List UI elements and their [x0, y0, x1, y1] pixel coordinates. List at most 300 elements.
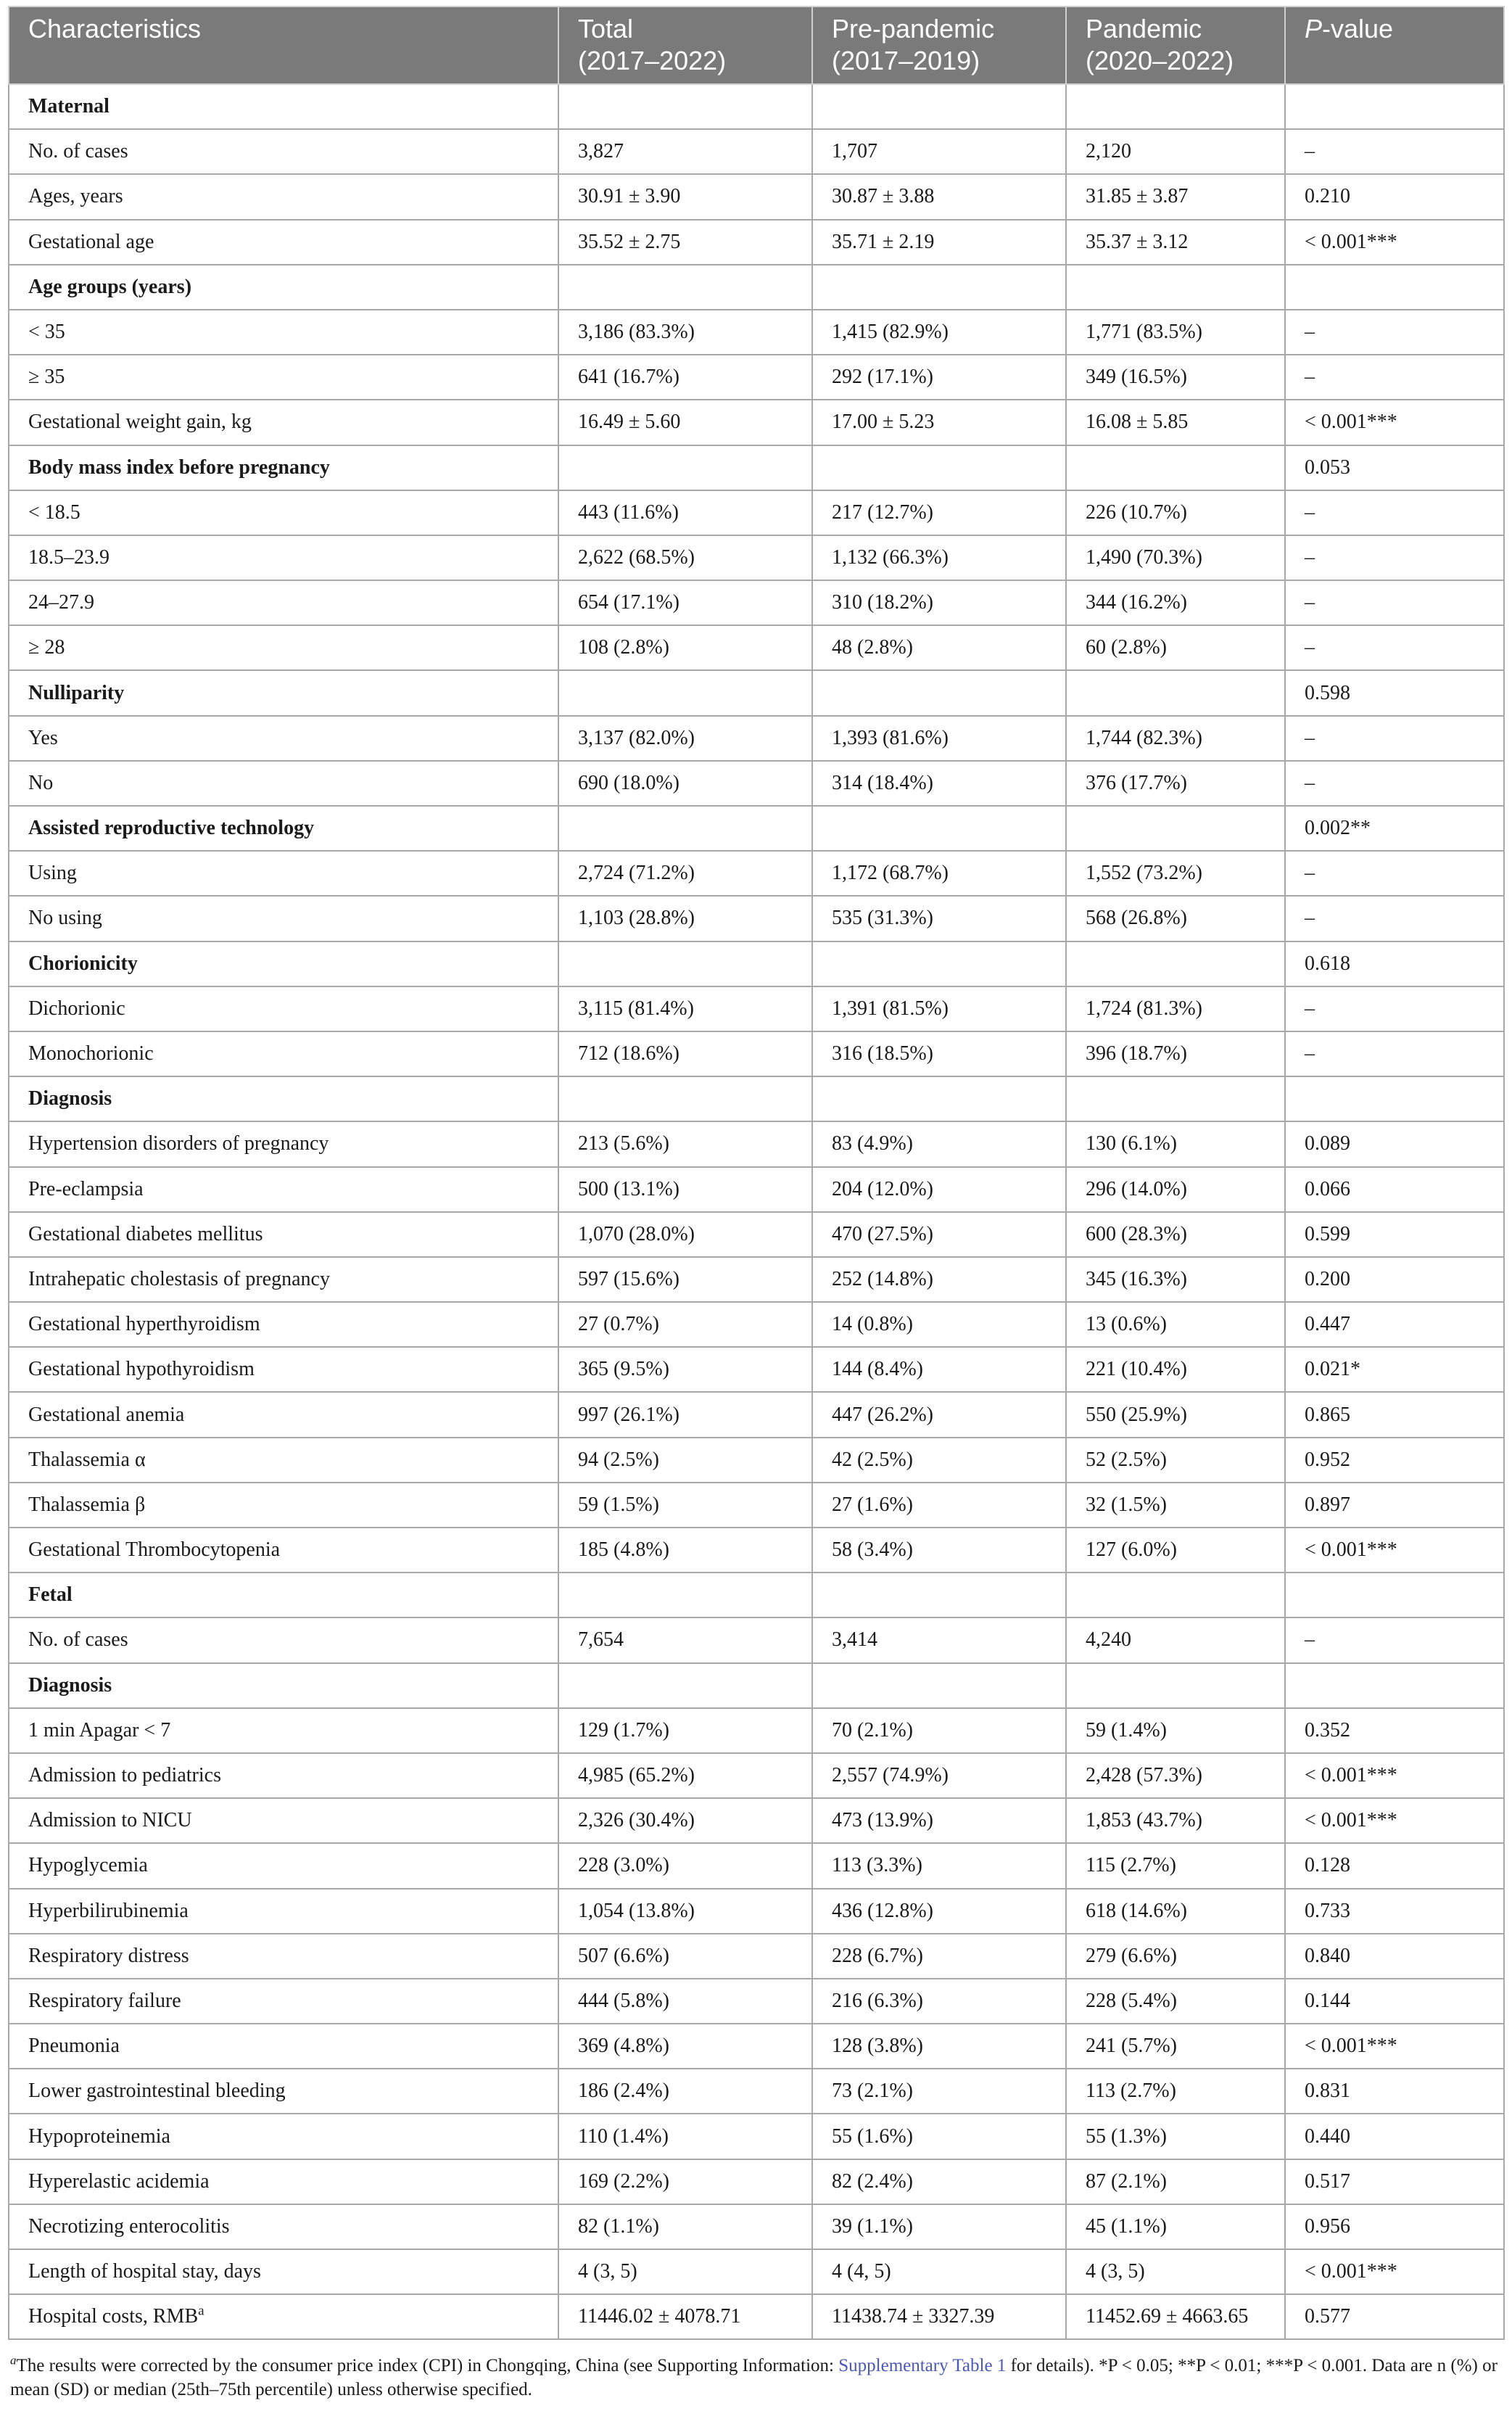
- p-value-cell: –: [1285, 986, 1504, 1031]
- table-row: [9, 1843, 1504, 1888]
- pandemic-cell: 115 (2.7%): [1066, 1843, 1285, 1888]
- pre-pandemic-cell: 30.87 ± 3.88: [812, 174, 1066, 219]
- characteristic-cell: Hypertension disorders of pregnancy: [9, 1121, 558, 1166]
- characteristic-cell: Gestational age: [9, 220, 558, 265]
- pandemic-cell: 1,771 (83.5%): [1066, 310, 1285, 355]
- p-value-cell: 0.440: [1285, 2114, 1504, 2159]
- table-row: [9, 2159, 1504, 2204]
- pandemic-cell: 618 (14.6%): [1066, 1889, 1285, 1934]
- table-row: [9, 1167, 1504, 1212]
- header-label: Characteristics: [28, 14, 202, 44]
- characteristic-cell: Using: [9, 851, 558, 896]
- table-row: [9, 1934, 1504, 1979]
- pandemic-cell: 31.85 ± 3.87: [1066, 174, 1285, 219]
- pre-pandemic-cell: [812, 670, 1066, 715]
- pre-pandemic-cell: 82 (2.4%): [812, 2159, 1066, 2204]
- table-body: [9, 84, 1504, 2339]
- pre-pandemic-cell: 252 (14.8%): [812, 1257, 1066, 1302]
- characteristic-cell: Monochorionic: [9, 1031, 558, 1076]
- pandemic-cell: 32 (1.5%): [1066, 1483, 1285, 1528]
- total-cell: [558, 941, 812, 986]
- characteristic-cell: Hyperbilirubinemia: [9, 1889, 558, 1934]
- table-row: [9, 761, 1504, 806]
- header-sublabel: (2020–2022): [1086, 46, 1234, 75]
- pre-pandemic-cell: [812, 84, 1066, 129]
- characteristic-cell: Lower gastrointestinal bleeding: [9, 2069, 558, 2114]
- total-cell: 110 (1.4%): [558, 2114, 812, 2159]
- p-value-cell: 0.053: [1285, 445, 1504, 490]
- total-cell: 2,622 (68.5%): [558, 535, 812, 580]
- table-row: [9, 1302, 1504, 1347]
- pandemic-cell: [1066, 670, 1285, 715]
- pandemic-cell: [1066, 265, 1285, 310]
- p-value-cell: 0.066: [1285, 1167, 1504, 1212]
- pre-pandemic-cell: 436 (12.8%): [812, 1889, 1066, 1934]
- table-row: [9, 220, 1504, 265]
- characteristic-cell: 1 min Apagar < 7: [9, 1708, 558, 1753]
- pre-pandemic-cell: 1,707: [812, 129, 1066, 174]
- footnote-text: The results were corrected by the consumer price index (CPI) in Chongqing, China (see Supporting Information:: [16, 2356, 839, 2375]
- pandemic-cell: 1,552 (73.2%): [1066, 851, 1285, 896]
- table-row: [9, 1753, 1504, 1798]
- pre-pandemic-cell: [812, 806, 1066, 851]
- header-label: -value: [1322, 14, 1394, 44]
- total-cell: 27 (0.7%): [558, 1302, 812, 1347]
- pandemic-cell: 396 (18.7%): [1066, 1031, 1285, 1076]
- total-cell: 507 (6.6%): [558, 1934, 812, 1979]
- table-section-row: [9, 1663, 1504, 1708]
- pre-pandemic-cell: 447 (26.2%): [812, 1392, 1066, 1437]
- total-cell: 1,070 (28.0%): [558, 1212, 812, 1257]
- pre-pandemic-cell: 70 (2.1%): [812, 1708, 1066, 1753]
- pre-pandemic-cell: 1,393 (81.6%): [812, 716, 1066, 761]
- p-value-cell: –: [1285, 851, 1504, 896]
- pandemic-cell: 55 (1.3%): [1066, 2114, 1285, 2159]
- total-cell: 108 (2.8%): [558, 625, 812, 670]
- p-value-cell: –: [1285, 625, 1504, 670]
- table-row: [9, 1392, 1504, 1437]
- total-cell: 169 (2.2%): [558, 2159, 812, 2204]
- total-cell: 186 (2.4%): [558, 2069, 812, 2114]
- table-row: [9, 310, 1504, 355]
- p-value-cell: 0.618: [1285, 941, 1504, 986]
- pandemic-cell: 60 (2.8%): [1066, 625, 1285, 670]
- characteristic-cell: ≥ 35: [9, 355, 558, 400]
- p-value-cell: –: [1285, 355, 1504, 400]
- total-cell: [558, 84, 812, 129]
- footnote-text-continued: for details). *P < 0.05; **P < 0.01; ***P < 0.001. Data are n (%) or mean (SD) or median (25th–75th percentile) unless otherwise specified.: [10, 2356, 1497, 2399]
- pandemic-cell: 52 (2.5%): [1066, 1438, 1285, 1483]
- pandemic-cell: [1066, 941, 1285, 986]
- table-row: [9, 490, 1504, 535]
- characteristic-cell: Hypoglycemia: [9, 1843, 558, 1888]
- header-sublabel: (2017–2022): [578, 46, 727, 75]
- header-label: Total: [578, 14, 634, 44]
- total-cell: 3,186 (83.3%): [558, 310, 812, 355]
- table-section-row: [9, 84, 1504, 129]
- table-row: [9, 355, 1504, 400]
- characteristics-table: [8, 6, 1505, 2340]
- table-row: [9, 1347, 1504, 1392]
- pre-pandemic-cell: 4 (4, 5): [812, 2249, 1066, 2294]
- pandemic-cell: 349 (16.5%): [1066, 355, 1285, 400]
- pandemic-cell: 130 (6.1%): [1066, 1121, 1285, 1166]
- total-cell: 1,103 (28.8%): [558, 896, 812, 941]
- pre-pandemic-cell: 128 (3.8%): [812, 2024, 1066, 2069]
- pre-pandemic-cell: 470 (27.5%): [812, 1212, 1066, 1257]
- pre-pandemic-cell: 1,391 (81.5%): [812, 986, 1066, 1031]
- header-total: [558, 7, 812, 84]
- pre-pandemic-cell: 316 (18.5%): [812, 1031, 1066, 1076]
- pandemic-cell: 1,490 (70.3%): [1066, 535, 1285, 580]
- pre-pandemic-cell: [812, 941, 1066, 986]
- p-value-cell: [1285, 265, 1504, 310]
- table-section-row: [9, 265, 1504, 310]
- p-value-cell: –: [1285, 896, 1504, 941]
- p-value-cell: 0.577: [1285, 2294, 1504, 2339]
- pre-pandemic-cell: 217 (12.7%): [812, 490, 1066, 535]
- total-cell: 365 (9.5%): [558, 1347, 812, 1392]
- table-row: [9, 1438, 1504, 1483]
- pre-pandemic-cell: [812, 1573, 1066, 1617]
- pandemic-cell: 35.37 ± 3.12: [1066, 220, 1285, 265]
- characteristic-cell: 24–27.9: [9, 580, 558, 625]
- total-cell: 997 (26.1%): [558, 1392, 812, 1437]
- pre-pandemic-cell: 11438.74 ± 3327.39: [812, 2294, 1066, 2339]
- table-row: [9, 1708, 1504, 1753]
- characteristic-cell: Intrahepatic cholestasis of pregnancy: [9, 1257, 558, 1302]
- total-cell: [558, 445, 812, 490]
- p-value-cell: 0.352: [1285, 1708, 1504, 1753]
- pre-pandemic-cell: 39 (1.1%): [812, 2204, 1066, 2249]
- characteristic-cell: Dichorionic: [9, 986, 558, 1031]
- total-cell: 213 (5.6%): [558, 1121, 812, 1166]
- table-row: [9, 1889, 1504, 1934]
- p-value-cell: –: [1285, 129, 1504, 174]
- characteristic-cell: Gestational diabetes mellitus: [9, 1212, 558, 1257]
- header-sublabel: (2017–2019): [832, 46, 980, 75]
- pandemic-cell: 4 (3, 5): [1066, 2249, 1285, 2294]
- p-value-cell: [1285, 84, 1504, 129]
- total-cell: [558, 670, 812, 715]
- pandemic-cell: 550 (25.9%): [1066, 1392, 1285, 1437]
- p-value-cell: 0.517: [1285, 2159, 1504, 2204]
- total-cell: 654 (17.1%): [558, 580, 812, 625]
- total-cell: 129 (1.7%): [558, 1708, 812, 1753]
- table-section-row: [9, 1076, 1504, 1121]
- total-cell: 597 (15.6%): [558, 1257, 812, 1302]
- pandemic-cell: 16.08 ± 5.85: [1066, 400, 1285, 445]
- p-value-cell: –: [1285, 1031, 1504, 1076]
- characteristic-cell: Gestational hypothyroidism: [9, 1347, 558, 1392]
- pandemic-cell: 87 (2.1%): [1066, 2159, 1285, 2204]
- pandemic-cell: [1066, 1573, 1285, 1617]
- pandemic-cell: 226 (10.7%): [1066, 490, 1285, 535]
- total-cell: 11446.02 ± 4078.71: [558, 2294, 812, 2339]
- table-row: [9, 1121, 1504, 1166]
- total-cell: 444 (5.8%): [558, 1979, 812, 2024]
- characteristic-cell: Thalassemia β: [9, 1483, 558, 1528]
- pre-pandemic-cell: [812, 1076, 1066, 1121]
- pandemic-cell: 345 (16.3%): [1066, 1257, 1285, 1302]
- total-cell: 59 (1.5%): [558, 1483, 812, 1528]
- total-cell: 4 (3, 5): [558, 2249, 812, 2294]
- table-row: [9, 896, 1504, 941]
- p-value-cell: < 0.001***: [1285, 220, 1504, 265]
- pre-pandemic-cell: 1,415 (82.9%): [812, 310, 1066, 355]
- p-value-cell: –: [1285, 535, 1504, 580]
- characteristic-cell: Ages, years: [9, 174, 558, 219]
- characteristic-cell: < 35: [9, 310, 558, 355]
- pandemic-cell: 1,724 (81.3%): [1066, 986, 1285, 1031]
- pandemic-cell: [1066, 806, 1285, 851]
- pre-pandemic-cell: 535 (31.3%): [812, 896, 1066, 941]
- total-cell: [558, 1076, 812, 1121]
- header-pre-pandemic: [812, 7, 1066, 84]
- table-row: [9, 2249, 1504, 2294]
- characteristic-cell: Chorionicity: [9, 941, 558, 986]
- table-section-row: [9, 1573, 1504, 1617]
- characteristic-cell: Pre-eclampsia: [9, 1167, 558, 1212]
- table-row: [9, 1483, 1504, 1528]
- p-value-cell: 0.599: [1285, 1212, 1504, 1257]
- characteristic-cell: < 18.5: [9, 490, 558, 535]
- total-cell: 4,985 (65.2%): [558, 1753, 812, 1798]
- table-row: [9, 986, 1504, 1031]
- table-row: [9, 2204, 1504, 2249]
- table-row: [9, 2069, 1504, 2114]
- characteristic-cell: Length of hospital stay, days: [9, 2249, 558, 2294]
- pandemic-cell: 4,240: [1066, 1617, 1285, 1662]
- characteristic-cell: Hyperelastic acidemia: [9, 2159, 558, 2204]
- pre-pandemic-cell: 1,172 (68.7%): [812, 851, 1066, 896]
- p-value-cell: 0.897: [1285, 1483, 1504, 1528]
- pre-pandemic-cell: 204 (12.0%): [812, 1167, 1066, 1212]
- p-value-cell: 0.733: [1285, 1889, 1504, 1934]
- characteristic-cell: Necrotizing enterocolitis: [9, 2204, 558, 2249]
- characteristic-cell: Hypoproteinemia: [9, 2114, 558, 2159]
- total-cell: [558, 806, 812, 851]
- pre-pandemic-cell: 310 (18.2%): [812, 580, 1066, 625]
- total-cell: 641 (16.7%): [558, 355, 812, 400]
- pre-pandemic-cell: 3,414: [812, 1617, 1066, 1662]
- characteristic-cell: Gestational weight gain, kg: [9, 400, 558, 445]
- table-row: [9, 1798, 1504, 1843]
- table-section-row: [9, 670, 1504, 715]
- pandemic-cell: 279 (6.6%): [1066, 1934, 1285, 1979]
- pandemic-cell: 113 (2.7%): [1066, 2069, 1285, 2114]
- pre-pandemic-cell: 58 (3.4%): [812, 1528, 1066, 1573]
- pre-pandemic-cell: 73 (2.1%): [812, 2069, 1066, 2114]
- characteristic-cell: 18.5–23.9: [9, 535, 558, 580]
- table-row: [9, 625, 1504, 670]
- table-row: [9, 2294, 1504, 2339]
- pre-pandemic-cell: [812, 445, 1066, 490]
- pandemic-cell: 228 (5.4%): [1066, 1979, 1285, 2024]
- p-value-cell: [1285, 1573, 1504, 1617]
- total-cell: 2,326 (30.4%): [558, 1798, 812, 1843]
- p-value-cell: 0.144: [1285, 1979, 1504, 2024]
- total-cell: 690 (18.0%): [558, 761, 812, 806]
- total-cell: 3,115 (81.4%): [558, 986, 812, 1031]
- characteristic-cell: Gestational Thrombocytopenia: [9, 1528, 558, 1573]
- characteristic-cell: No: [9, 761, 558, 806]
- table-row: [9, 129, 1504, 174]
- pre-pandemic-cell: 314 (18.4%): [812, 761, 1066, 806]
- table-row: [9, 716, 1504, 761]
- pre-pandemic-cell: [812, 265, 1066, 310]
- header-label: Pre-pandemic: [832, 14, 995, 44]
- pandemic-cell: 127 (6.0%): [1066, 1528, 1285, 1573]
- p-value-cell: 0.598: [1285, 670, 1504, 715]
- characteristic-cell: Age groups (years): [9, 265, 558, 310]
- p-value-cell: < 0.001***: [1285, 400, 1504, 445]
- characteristic-cell: No. of cases: [9, 129, 558, 174]
- pre-pandemic-cell: 14 (0.8%): [812, 1302, 1066, 1347]
- total-cell: 2,724 (71.2%): [558, 851, 812, 896]
- pandemic-cell: 296 (14.0%): [1066, 1167, 1285, 1212]
- pandemic-cell: [1066, 1076, 1285, 1121]
- p-value-cell: 0.865: [1285, 1392, 1504, 1437]
- header-label-italic: P: [1305, 14, 1323, 44]
- pandemic-cell: 221 (10.4%): [1066, 1347, 1285, 1392]
- characteristic-cell: Gestational anemia: [9, 1392, 558, 1437]
- p-value-cell: 0.089: [1285, 1121, 1504, 1166]
- total-cell: 443 (11.6%): [558, 490, 812, 535]
- pre-pandemic-cell: [812, 1663, 1066, 1708]
- pandemic-cell: [1066, 84, 1285, 129]
- total-cell: 1,054 (13.8%): [558, 1889, 812, 1934]
- characteristic-cell: Yes: [9, 716, 558, 761]
- total-cell: 35.52 ± 2.75: [558, 220, 812, 265]
- table-row: [9, 174, 1504, 219]
- pre-pandemic-cell: 35.71 ± 2.19: [812, 220, 1066, 265]
- characteristic-cell: Admission to NICU: [9, 1798, 558, 1843]
- total-cell: 7,654: [558, 1617, 812, 1662]
- total-cell: 94 (2.5%): [558, 1438, 812, 1483]
- table-row: [9, 2114, 1504, 2159]
- total-cell: [558, 1573, 812, 1617]
- table-row: [9, 1212, 1504, 1257]
- p-value-cell: –: [1285, 310, 1504, 355]
- p-value-cell: 0.200: [1285, 1257, 1504, 1302]
- supplementary-table-link[interactable]: Supplementary Table 1: [838, 2356, 1007, 2375]
- pandemic-cell: 13 (0.6%): [1066, 1302, 1285, 1347]
- characteristic-cell: Maternal: [9, 84, 558, 129]
- header-label: Pandemic: [1086, 14, 1202, 44]
- total-cell: 82 (1.1%): [558, 2204, 812, 2249]
- pre-pandemic-cell: 292 (17.1%): [812, 355, 1066, 400]
- p-value-cell: [1285, 1663, 1504, 1708]
- p-value-cell: 0.210: [1285, 174, 1504, 219]
- table-row: [9, 1617, 1504, 1662]
- pandemic-cell: [1066, 1663, 1285, 1708]
- characteristics-table-wrapper: [8, 6, 1503, 2340]
- table-section-row: [9, 941, 1504, 986]
- characteristic-cell: Hospital costs, RMB$^a$: [9, 2294, 558, 2339]
- total-cell: [558, 265, 812, 310]
- pandemic-cell: 1,853 (43.7%): [1066, 1798, 1285, 1843]
- total-cell: 185 (4.8%): [558, 1528, 812, 1573]
- pandemic-cell: 344 (16.2%): [1066, 580, 1285, 625]
- table-section-row: [9, 806, 1504, 851]
- p-value-cell: –: [1285, 490, 1504, 535]
- characteristic-cell: No. of cases: [9, 1617, 558, 1662]
- p-value-cell: 0.447: [1285, 1302, 1504, 1347]
- total-cell: 500 (13.1%): [558, 1167, 812, 1212]
- pandemic-cell: 45 (1.1%): [1066, 2204, 1285, 2249]
- header-characteristics: [9, 7, 558, 84]
- pandemic-cell: 600 (28.3%): [1066, 1212, 1285, 1257]
- table-footnote: [10, 2354, 1504, 2402]
- p-value-cell: –: [1285, 761, 1504, 806]
- table-row: [9, 580, 1504, 625]
- table-row: [9, 1979, 1504, 2024]
- pre-pandemic-cell: 216 (6.3%): [812, 1979, 1066, 2024]
- p-value-cell: –: [1285, 580, 1504, 625]
- table-row: [9, 400, 1504, 445]
- total-cell: 369 (4.8%): [558, 2024, 812, 2069]
- pre-pandemic-cell: 42 (2.5%): [812, 1438, 1066, 1483]
- p-value-cell: < 0.001***: [1285, 2024, 1504, 2069]
- table-row: [9, 2024, 1504, 2069]
- table-row: [9, 1528, 1504, 1573]
- pre-pandemic-cell: 17.00 ± 5.23: [812, 400, 1066, 445]
- pre-pandemic-cell: 2,557 (74.9%): [812, 1753, 1066, 1798]
- p-value-cell: 0.956: [1285, 2204, 1504, 2249]
- p-value-cell: –: [1285, 716, 1504, 761]
- characteristic-cell: Fetal: [9, 1573, 558, 1617]
- p-value-cell: 0.128: [1285, 1843, 1504, 1888]
- table-section-row: [9, 445, 1504, 490]
- p-value-cell: < 0.001***: [1285, 2249, 1504, 2294]
- characteristic-cell: Body mass index before pregnancy: [9, 445, 558, 490]
- pre-pandemic-cell: 55 (1.6%): [812, 2114, 1066, 2159]
- p-value-cell: < 0.001***: [1285, 1528, 1504, 1573]
- total-cell: [558, 1663, 812, 1708]
- characteristic-cell: Gestational hyperthyroidism: [9, 1302, 558, 1347]
- pandemic-cell: 1,744 (82.3%): [1066, 716, 1285, 761]
- p-value-cell: < 0.001***: [1285, 1753, 1504, 1798]
- pre-pandemic-cell: 473 (13.9%): [812, 1798, 1066, 1843]
- characteristic-cell: Diagnosis: [9, 1076, 558, 1121]
- table-row: [9, 851, 1504, 896]
- p-value-cell: 0.002**: [1285, 806, 1504, 851]
- pandemic-cell: 2,428 (57.3%): [1066, 1753, 1285, 1798]
- pandemic-cell: 2,120: [1066, 129, 1285, 174]
- p-value-cell: –: [1285, 1617, 1504, 1662]
- total-cell: 30.91 ± 3.90: [558, 174, 812, 219]
- pre-pandemic-cell: 144 (8.4%): [812, 1347, 1066, 1392]
- footnote-mark: a: [10, 2353, 17, 2367]
- total-cell: 712 (18.6%): [558, 1031, 812, 1076]
- pre-pandemic-cell: 1,132 (66.3%): [812, 535, 1066, 580]
- total-cell: 228 (3.0%): [558, 1843, 812, 1888]
- p-value-cell: < 0.001***: [1285, 1798, 1504, 1843]
- pandemic-cell: [1066, 445, 1285, 490]
- characteristic-cell: Pneumonia: [9, 2024, 558, 2069]
- pre-pandemic-cell: 48 (2.8%): [812, 625, 1066, 670]
- table-row: [9, 1031, 1504, 1076]
- characteristic-cell: Assisted reproductive technology: [9, 806, 558, 851]
- characteristic-cell: Admission to pediatrics: [9, 1753, 558, 1798]
- footnote-reference-mark: a: [198, 2303, 205, 2319]
- characteristic-cell: Thalassemia α: [9, 1438, 558, 1483]
- table-row: [9, 1257, 1504, 1302]
- characteristic-cell: Respiratory failure: [9, 1979, 558, 2024]
- pre-pandemic-cell: 27 (1.6%): [812, 1483, 1066, 1528]
- characteristic-cell: ≥ 28: [9, 625, 558, 670]
